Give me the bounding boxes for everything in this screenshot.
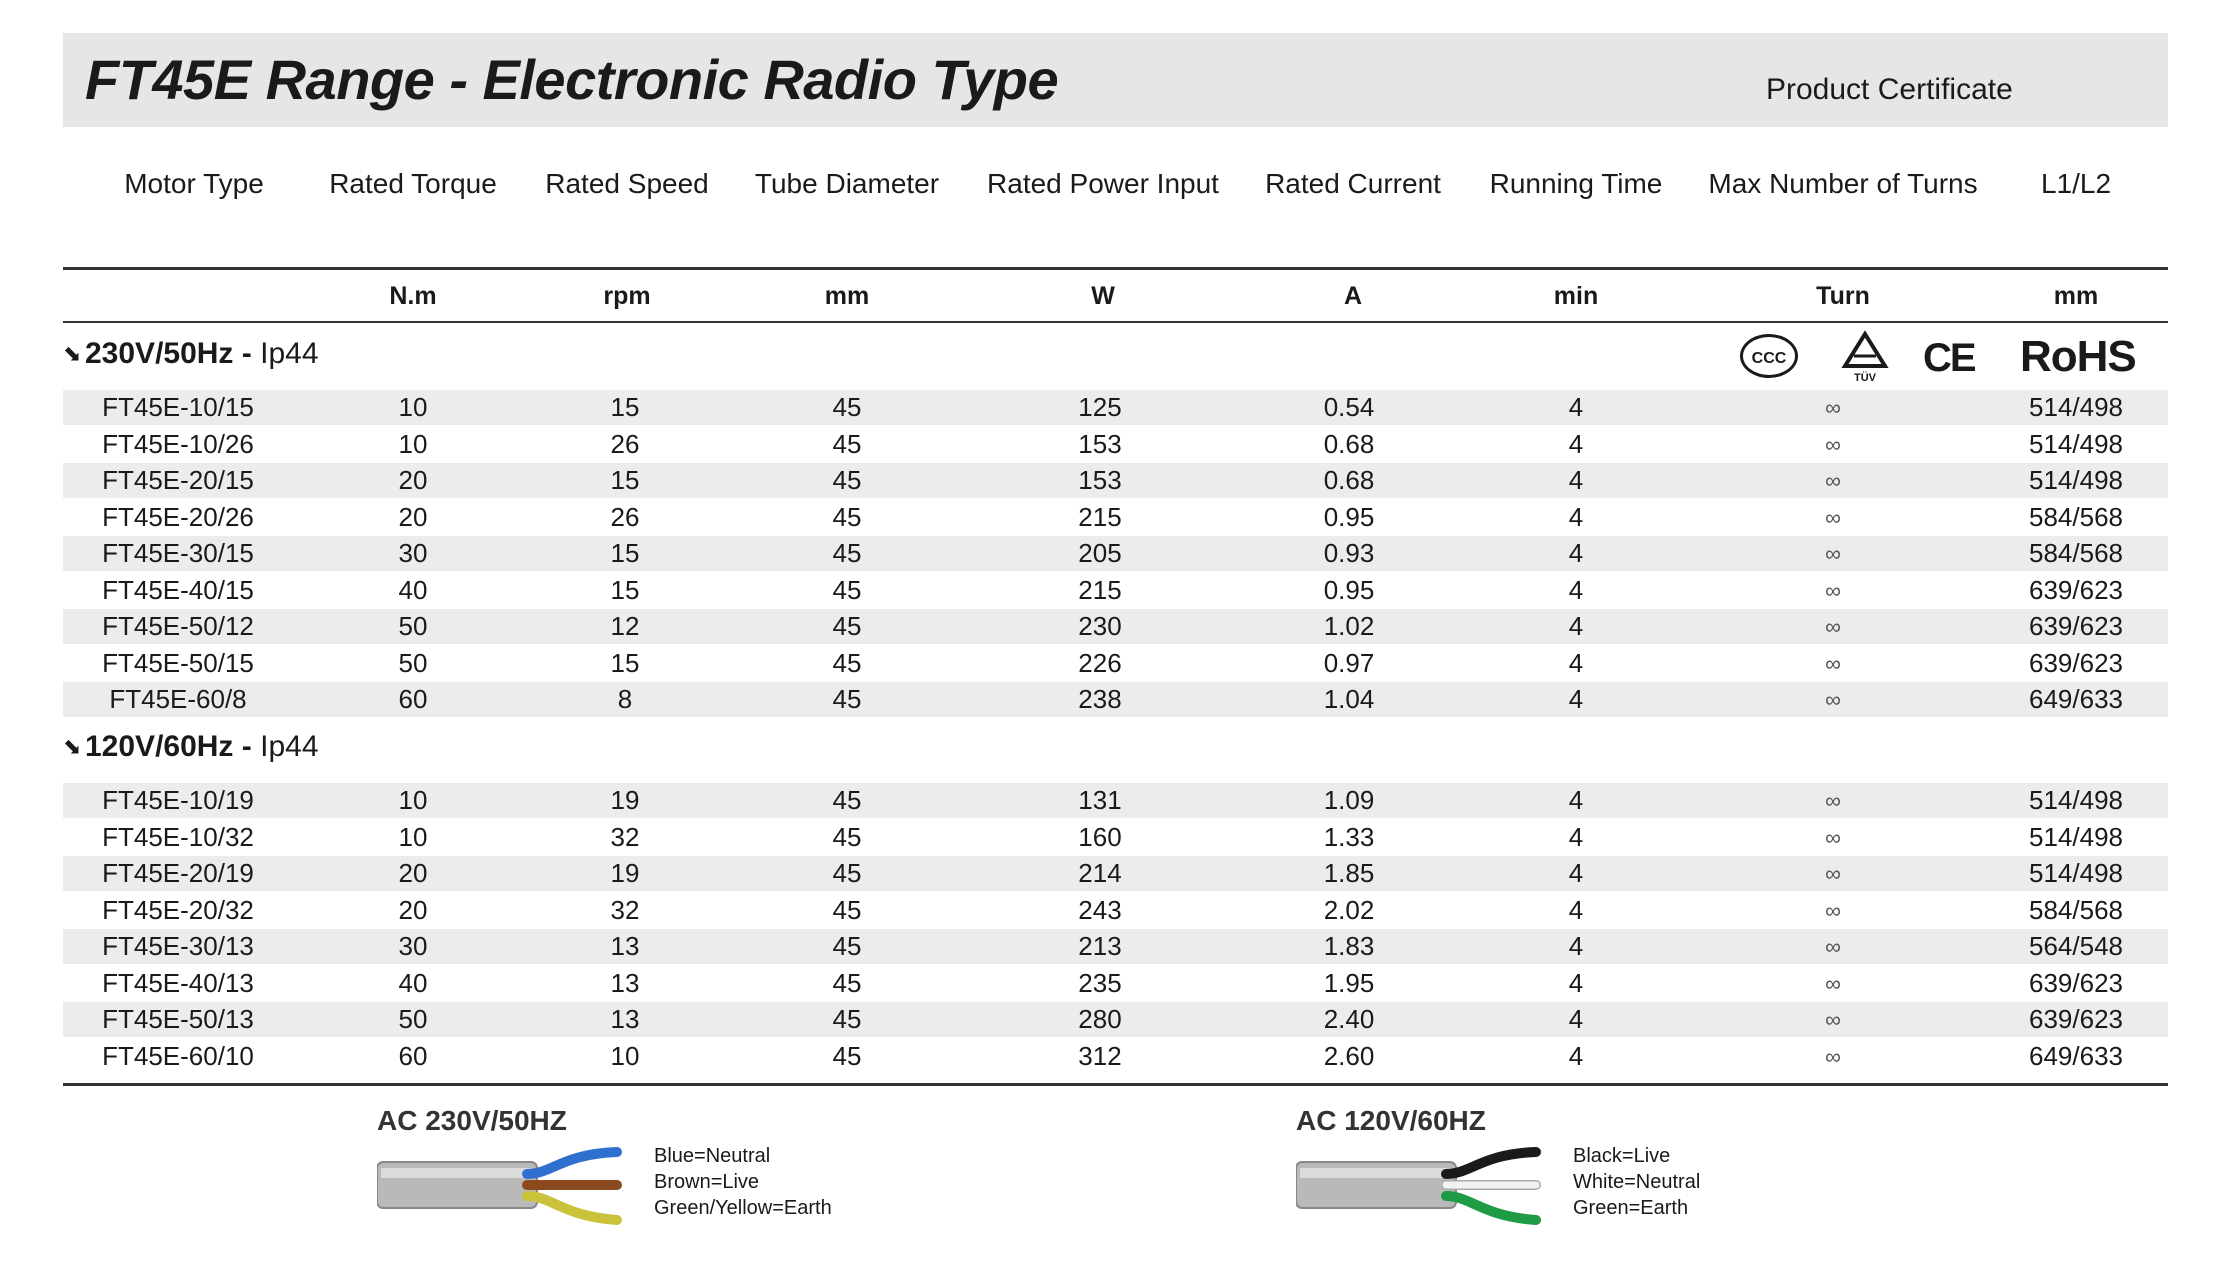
cell-motor-type: FT45E-50/12 [102, 611, 254, 641]
cell-rated-current: 0.95 [1323, 501, 1375, 532]
infinity-icon: ∞ [1825, 934, 1841, 959]
cell-running-time: 4 [1568, 1004, 1584, 1034]
cell-tube-diameter: 45 [832, 574, 862, 605]
section-ip-rating: Ip44 [260, 337, 319, 370]
cell-l1-l2: 564/548 [2029, 931, 2123, 961]
cell-rated-torque: 50 [398, 647, 428, 678]
cell-rated-speed: 32 [610, 821, 640, 852]
cell-rated-torque: 60 [398, 1040, 428, 1071]
cable-icon [1296, 1140, 1556, 1230]
table-row [63, 609, 2168, 644]
header-max-turns: Max Number of Turns [1708, 168, 1978, 199]
cell-tube-diameter: 45 [832, 1040, 862, 1071]
cell-motor-type: FT45E-40/15 [102, 574, 254, 605]
cell-rated-power-input: 160 [1078, 821, 1122, 852]
cell-rated-torque: 50 [398, 611, 428, 641]
cell-running-time: 4 [1568, 894, 1584, 925]
cable-highlight [381, 1168, 531, 1178]
cell-rated-power-input: 131 [1078, 785, 1122, 815]
cell-rated-torque: 10 [398, 428, 428, 459]
cell-running-time: 4 [1568, 392, 1584, 422]
cell-rated-current: 1.85 [1323, 858, 1375, 888]
section-voltage: 120V/60Hz [85, 730, 234, 763]
cell-motor-type: FT45E-20/26 [102, 501, 254, 532]
cell-rated-power-input: 153 [1078, 428, 1122, 459]
cell-rated-torque: 20 [398, 894, 428, 925]
cell-l1-l2: 514/498 [2029, 858, 2123, 888]
ccc-badge-icon: CCC [1740, 334, 1798, 378]
cell-running-time: 4 [1568, 931, 1584, 961]
table-row [63, 820, 2168, 855]
section-arrow-icon: ⬊ [63, 734, 82, 759]
cell-running-time: 4 [1568, 501, 1584, 532]
cell-motor-type: FT45E-10/32 [102, 821, 254, 852]
wire-legend-item: Green=Earth [1573, 1197, 1689, 1219]
cell-l1-l2: 584/568 [2029, 894, 2123, 925]
section-separator: - [233, 730, 261, 763]
infinity-icon: ∞ [1825, 577, 1841, 603]
cell-rated-current: 0.93 [1323, 538, 1375, 568]
cell-l1-l2: 649/633 [2029, 684, 2123, 714]
tuv-badge-text: TÜV [1854, 372, 1876, 384]
cell-tube-diameter: 45 [832, 465, 862, 495]
cell-tube-diameter: 45 [832, 1004, 862, 1034]
cell-tube-diameter: 45 [832, 785, 862, 815]
table-row [63, 1039, 2168, 1074]
cell-rated-torque: 50 [398, 1004, 428, 1034]
cell-rated-current: 2.40 [1323, 1004, 1375, 1034]
wire-outline [527, 1152, 617, 1174]
cell-running-time: 4 [1568, 858, 1584, 888]
wire-legend-item: Black=Live [1573, 1145, 1671, 1167]
table-row [63, 390, 2168, 425]
cell-rated-current: 0.97 [1323, 647, 1375, 678]
table-row [63, 783, 2168, 818]
wire-outline [1446, 1152, 1536, 1174]
cell-rated-power-input: 215 [1078, 574, 1122, 605]
cell-tube-diameter: 45 [832, 894, 862, 925]
wire-legend-item: Blue=Neutral [654, 1145, 771, 1167]
cell-l1-l2: 514/498 [2029, 465, 2123, 495]
cell-l1-l2: 639/623 [2029, 574, 2123, 605]
cell-tube-diameter: 45 [832, 931, 862, 961]
cell-rated-power-input: 214 [1078, 858, 1122, 888]
ce-badge-icon: CE [1923, 336, 1975, 380]
table-row [63, 682, 2168, 717]
cell-tube-diameter: 45 [832, 821, 862, 852]
cell-rated-power-input: 153 [1078, 465, 1122, 495]
wiring-label: AC 120V/60HZ [1296, 1105, 1486, 1136]
cell-l1-l2: 639/623 [2029, 611, 2123, 641]
cell-running-time: 4 [1568, 611, 1584, 641]
cell-tube-diameter: 45 [832, 538, 862, 568]
cell-motor-type: FT45E-10/26 [102, 428, 254, 459]
infinity-icon: ∞ [1825, 970, 1841, 996]
infinity-icon: ∞ [1825, 861, 1841, 886]
section-header [63, 730, 319, 764]
wire-legend-item: Green/Yellow=Earth [654, 1197, 832, 1219]
cell-rated-torque: 20 [398, 465, 428, 495]
cell-rated-current: 2.60 [1323, 1040, 1375, 1071]
header-rated-torque: Rated Torque [329, 168, 497, 199]
cell-running-time: 4 [1568, 465, 1584, 495]
cell-rated-speed: 10 [610, 1040, 640, 1071]
cell-rated-power-input: 312 [1078, 1040, 1122, 1071]
cable-highlight [1300, 1168, 1450, 1178]
cell-tube-diameter: 45 [832, 858, 862, 888]
cell-rated-power-input: 238 [1078, 684, 1122, 714]
cell-rated-current: 1.02 [1323, 611, 1375, 641]
cell-running-time: 4 [1568, 1040, 1584, 1071]
cell-rated-torque: 10 [398, 392, 428, 422]
cell-l1-l2: 649/633 [2029, 1040, 2123, 1071]
cell-rated-speed: 26 [610, 428, 640, 459]
cell-running-time: 4 [1568, 967, 1584, 998]
unit-rated-speed: rpm [603, 282, 651, 310]
cell-rated-power-input: 280 [1078, 1004, 1122, 1034]
cell-l1-l2: 514/498 [2029, 821, 2123, 852]
cell-rated-speed: 13 [610, 1004, 640, 1034]
cell-l1-l2: 514/498 [2029, 785, 2123, 815]
cell-rated-speed: 15 [610, 574, 640, 605]
cell-tube-diameter: 45 [832, 392, 862, 422]
header-rated-current: Rated Current [1265, 168, 1441, 199]
infinity-icon: ∞ [1825, 504, 1841, 530]
cell-l1-l2: 514/498 [2029, 392, 2123, 422]
cell-motor-type: FT45E-20/19 [102, 858, 254, 888]
cell-rated-speed: 19 [610, 785, 640, 815]
cell-motor-type: FT45E-60/10 [102, 1040, 254, 1071]
cell-running-time: 4 [1568, 428, 1584, 459]
cell-motor-type: FT45E-10/15 [102, 392, 254, 422]
cell-tube-diameter: 45 [832, 684, 862, 714]
cell-motor-type: FT45E-10/19 [102, 785, 254, 815]
cell-rated-current: 0.95 [1323, 574, 1375, 605]
cell-rated-current: 0.54 [1323, 392, 1375, 422]
header-rated-speed: Rated Speed [545, 168, 709, 199]
cell-running-time: 4 [1568, 647, 1584, 678]
table-row [63, 1002, 2168, 1037]
infinity-icon: ∞ [1825, 788, 1841, 813]
cell-rated-speed: 26 [610, 501, 640, 532]
cell-rated-torque: 20 [398, 501, 428, 532]
header-divider-top [63, 267, 2168, 270]
table-row [63, 856, 2168, 891]
unit-running-time: min [1553, 282, 1599, 310]
wire-legend [654, 1143, 832, 1221]
cell-rated-current: 0.68 [1323, 428, 1375, 459]
header-rated-power-input: Rated Power Input [987, 168, 1219, 199]
cell-rated-current: 1.04 [1323, 684, 1375, 714]
infinity-icon: ∞ [1825, 614, 1841, 639]
section-header [63, 337, 319, 371]
product-certificate-label: Product Certificate [1766, 73, 2013, 106]
cell-motor-type: FT45E-50/15 [102, 647, 254, 678]
header-motor-type: Motor Type [124, 168, 264, 199]
cell-rated-speed: 15 [610, 538, 640, 568]
infinity-icon: ∞ [1825, 1043, 1841, 1069]
table-row [63, 646, 2168, 681]
cell-rated-power-input: 226 [1078, 647, 1122, 678]
infinity-icon: ∞ [1825, 824, 1841, 850]
wire-legend-item: White=Neutral [1573, 1171, 1701, 1193]
unit-rated-current: A [1343, 282, 1363, 310]
cell-l1-l2: 584/568 [2029, 501, 2123, 532]
cell-tube-diameter: 45 [832, 967, 862, 998]
cell-running-time: 4 [1568, 821, 1584, 852]
cell-rated-power-input: 213 [1078, 931, 1122, 961]
rohs-badge-icon: RoHS [2020, 332, 2136, 381]
cable-icon [377, 1140, 637, 1230]
cell-tube-diameter: 45 [832, 428, 862, 459]
cell-rated-torque: 40 [398, 967, 428, 998]
unit-rated-torque: N.m [389, 282, 437, 310]
cell-l1-l2: 639/623 [2029, 967, 2123, 998]
page-title: FT45E Range - Electronic Radio Type [85, 48, 1059, 111]
cell-motor-type: FT45E-40/13 [102, 967, 254, 998]
cell-rated-power-input: 230 [1078, 611, 1122, 641]
title-bar [63, 33, 2168, 127]
cell-running-time: 4 [1568, 574, 1584, 605]
infinity-icon: ∞ [1825, 1007, 1841, 1032]
table-row [63, 893, 2168, 928]
wiring-label: AC 230V/50HZ [377, 1105, 567, 1136]
cell-rated-power-input: 215 [1078, 501, 1122, 532]
cell-rated-speed: 15 [610, 392, 640, 422]
cell-rated-speed: 8 [617, 684, 633, 714]
cell-rated-current: 2.02 [1323, 894, 1375, 925]
cell-rated-torque: 30 [398, 538, 428, 568]
cell-l1-l2: 584/568 [2029, 538, 2123, 568]
cell-motor-type: FT45E-30/13 [102, 931, 254, 961]
unit-l1-l2: mm [2053, 282, 2099, 310]
cell-running-time: 4 [1568, 785, 1584, 815]
wire-legend-item: Brown=Live [654, 1171, 760, 1193]
cell-rated-power-input: 243 [1078, 894, 1122, 925]
wire-outline [1446, 1196, 1536, 1220]
cell-tube-diameter: 45 [832, 611, 862, 641]
cell-rated-torque: 20 [398, 858, 428, 888]
cell-rated-current: 1.09 [1323, 785, 1375, 815]
table-bottom-divider [63, 1083, 2168, 1086]
cell-tube-diameter: 45 [832, 501, 862, 532]
header-divider-bottom [63, 321, 2168, 323]
unit-max-turns: Turn [1816, 282, 1870, 310]
cell-rated-speed: 32 [610, 894, 640, 925]
wire-outline [527, 1196, 617, 1220]
unit-tube-diameter: mm [824, 282, 870, 310]
cell-rated-torque: 10 [398, 821, 428, 852]
infinity-icon: ∞ [1825, 431, 1841, 457]
table-row [63, 573, 2168, 608]
cell-l1-l2: 639/623 [2029, 647, 2123, 678]
cell-rated-current: 0.68 [1323, 465, 1375, 495]
cell-rated-speed: 19 [610, 858, 640, 888]
cell-rated-speed: 13 [610, 931, 640, 961]
cell-running-time: 4 [1568, 684, 1584, 714]
tuv-badge-icon [1840, 330, 1890, 389]
infinity-icon: ∞ [1825, 468, 1841, 493]
cell-rated-torque: 40 [398, 574, 428, 605]
header-tube-diameter: Tube Diameter [754, 168, 940, 199]
cell-l1-l2: 639/623 [2029, 1004, 2123, 1034]
cell-l1-l2: 514/498 [2029, 428, 2123, 459]
cell-motor-type: FT45E-20/15 [102, 465, 254, 495]
cell-rated-current: 1.95 [1323, 967, 1375, 998]
infinity-icon: ∞ [1825, 650, 1841, 676]
section-ip-rating: Ip44 [260, 730, 319, 763]
infinity-icon: ∞ [1825, 395, 1841, 420]
table-row [63, 536, 2168, 571]
cell-rated-power-input: 125 [1078, 392, 1122, 422]
cell-rated-speed: 12 [610, 611, 640, 641]
section-arrow-icon: ⬊ [63, 341, 82, 366]
cell-rated-power-input: 205 [1078, 538, 1122, 568]
table-row [63, 929, 2168, 964]
header-l1-l2: L1/L2 [2040, 168, 2112, 199]
cell-rated-speed: 13 [610, 967, 640, 998]
infinity-icon: ∞ [1825, 687, 1841, 712]
cell-motor-type: FT45E-60/8 [109, 684, 247, 714]
cell-tube-diameter: 45 [832, 647, 862, 678]
cell-motor-type: FT45E-30/15 [102, 538, 254, 568]
wire-legend [1573, 1143, 1700, 1221]
table-row [63, 966, 2168, 1001]
cell-rated-torque: 30 [398, 931, 428, 961]
cell-rated-power-input: 235 [1078, 967, 1122, 998]
table-row [63, 500, 2168, 535]
cell-running-time: 4 [1568, 538, 1584, 568]
section-voltage: 230V/50Hz [85, 337, 234, 370]
header-running-time: Running Time [1489, 168, 1663, 199]
cell-rated-current: 1.33 [1323, 821, 1375, 852]
cell-rated-current: 1.83 [1323, 931, 1375, 961]
table-row [63, 427, 2168, 462]
cell-motor-type: FT45E-20/32 [102, 894, 254, 925]
unit-rated-power-input: W [1091, 282, 1115, 310]
cell-rated-speed: 15 [610, 465, 640, 495]
cell-rated-torque: 10 [398, 785, 428, 815]
cell-rated-torque: 60 [398, 684, 428, 714]
table-row [63, 463, 2168, 498]
infinity-icon: ∞ [1825, 897, 1841, 923]
section-separator: - [233, 337, 261, 370]
cell-rated-speed: 15 [610, 647, 640, 678]
cell-motor-type: FT45E-50/13 [102, 1004, 254, 1034]
infinity-icon: ∞ [1825, 541, 1841, 566]
